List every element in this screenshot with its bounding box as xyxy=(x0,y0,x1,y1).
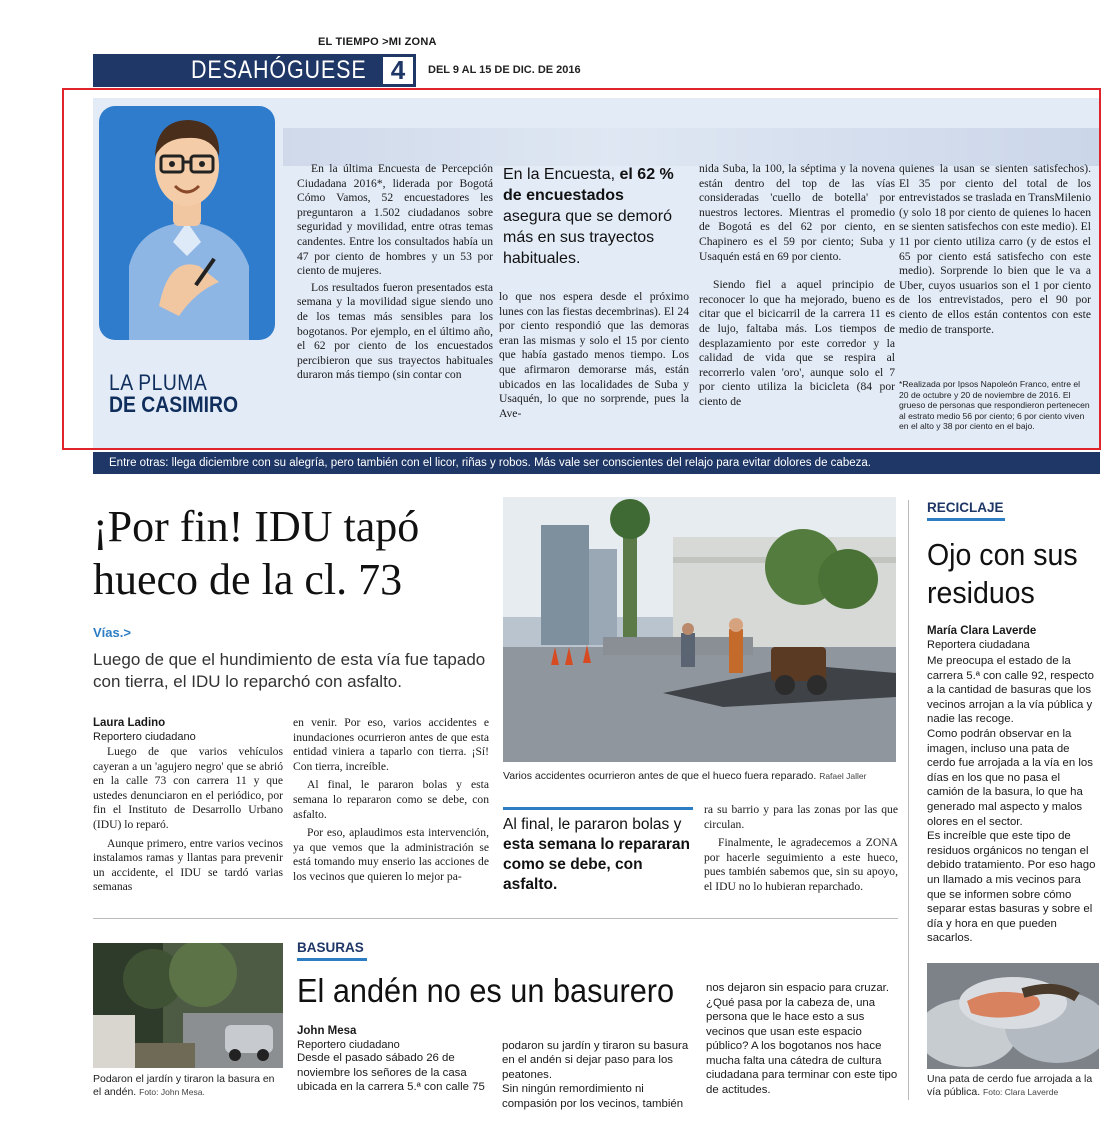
idu-photo xyxy=(503,497,896,762)
column-paragraph: lo que nos espera desde el próximo lunes con las fiestas decembrinas). El 24 por ciento respondió que las demoras eran las mismas y solo el 15 por ciento que había gastado menos tiempo. Los que afirmaron demorarse más, están ubicados en las localidades de Suba y Usaquén, lo que no sorprende, pues la Ave- xyxy=(499,290,689,420)
reciclaje-paragraph: Es increíble que este tipo de residuos orgánicos no tengan el debido tratamiento. Por eso hago un llamado a mis vecinos para que se informen sobre cómo separar estas basuras y sobre el día y hora en que pueden sacarlos. xyxy=(927,830,1096,945)
idu-paragraph: ra su barrio y para las zonas por las que circulan. xyxy=(704,803,898,831)
basuras-paragraph: podaron su jardín y tiraron su basura en el andén si dejar paso para los peatones. Sin ningún remordimiento ni compasión por los vecinos, también xyxy=(502,1039,689,1110)
idu-caption-text: Varios accidentes ocurrieron antes de que el hueco fuera reparado. xyxy=(503,770,817,782)
idu-headline: ¡Por fin! IDU tapó hueco de la cl. 73 xyxy=(93,502,420,604)
basuras-kicker-rule xyxy=(297,958,367,961)
basuras-author: John Mesa xyxy=(297,1025,357,1037)
basuras-headline: El andén no es un basurero xyxy=(297,972,675,1009)
column-title-line1: LA PLUMA xyxy=(109,370,208,395)
idu-paragraph: Finalmente, le agradecemos a ZONA por hacerle seguimiento a este hueco, pues también sabemos que, sin su apoyo, el IDU no lo hubieran reparchado. xyxy=(704,836,898,893)
idu-photo-caption xyxy=(503,770,896,783)
basuras-text-col1 xyxy=(297,1051,489,1109)
reciclaje-kicker-rule xyxy=(927,518,1005,521)
pull-quote-tail: asegura que se demoró más en sus trayectos habituales. xyxy=(503,208,672,267)
idu-pull-quote-bold: esta semana lo repararan como se debe, con asfalto. xyxy=(503,836,690,893)
column-footnote: *Realizada por Ipsos Napoleón Franco, entre el 20 de octubre y 20 de noviembre de 2016. El grueso de personas que respondieron pertenecen al estrato medio 56 por ciento; 6 por ciento viven en el alto y 38 por ciento en el bajo. xyxy=(899,379,1090,432)
column-separator xyxy=(908,500,909,1100)
reciclaje-headline: Ojo con sus residuos xyxy=(927,537,1078,610)
basuras-byline xyxy=(297,1024,487,1052)
story-separator xyxy=(93,918,898,919)
reciclaje-byline xyxy=(927,624,1097,652)
basuras-photo xyxy=(93,943,283,1068)
basuras-author-role: Reportero ciudadano xyxy=(297,1039,400,1051)
basuras-caption-text: Podaron el jardín y tiraron la basura en el andén. xyxy=(93,1073,275,1098)
idu-pull-quote-rule xyxy=(503,807,693,810)
issue-dates: DEL 9 AL 15 DE DIC. DE 2016 xyxy=(428,64,581,76)
basuras-paragraph: nos dejaron sin espacio para cruzar. ¿Qué pasa por la cabeza de, una persona que le hace esto a sus vecinos que usan este espacio público? A los bogotanos nos hace mucha falta una cátedra de cultura ciudadana para terminar con este tipo de actitudes. xyxy=(706,982,898,1096)
column-paragraph: nida Suba, la 100, la séptima y la novena están dentro del top de las vías consideradas 'cuello de botella' por nuestros lectores. Mientras el promedio de Bogotá es del 62 por ciento, en Chapinero es el 59 por ciento; Suba y Usaquén está en 69 por ciento. xyxy=(699,162,895,263)
section-title: DESAHÓGUESE xyxy=(191,56,367,84)
idu-paragraph: Al final, le pararon bolas y esta semana lo repararon como se debe, con asfalto. xyxy=(293,778,489,821)
pull-quote-lead: En la Encuesta, xyxy=(503,166,620,183)
banner-text: Entre otras: llega diciembre con su alegría, pero también con el licor, riñas y robos. Más vale ser conscientes del relajo para evitar dolores de cabeza. xyxy=(109,457,871,469)
reciclaje-author-role: Reportera ciudadana xyxy=(927,639,1030,651)
column-paragraph: Los resultados fueron presentados esta semana y la movilidad sigue siendo uno de los temas más sensibles para los bogotanos. Por ejemplo, en el último año, el 62 por ciento de los encuestados percibieron que sus trayectos habituales duraron más tiempo (sin contar con xyxy=(297,280,493,382)
reciclaje-caption-text: Una pata de cerdo fue arrojada a la vía pública. xyxy=(927,1073,1093,1098)
basuras-text-col2 xyxy=(502,1024,694,1110)
column-paragraph: Siendo fiel a aquel principio de reconocer lo que ha mejorado, bueno es citar que el bicicarril de la carrera 11 es de lujo, faltaba más. Los tiempos de desplazamiento por este corredor y la calidad de vida que se respira al recorrerlo valen 'oro', aunque solo el 7 por ciento utiliza la bicicleta (84 por ciento de xyxy=(699,278,895,408)
basuras-kicker: BASURAS xyxy=(297,940,364,955)
idu-text-col4 xyxy=(704,803,898,905)
idu-kicker: Vías.> xyxy=(93,625,131,640)
reciclaje-paragraph: Como podrán observar en la imagen, incluso una pata de cerdo fue arrojada a la vía en los días en los que no pasa el camión de la basura, lo que ha generado mal aspecto y malos olores en el sector. xyxy=(927,727,1093,828)
idu-pull-quote xyxy=(503,815,697,895)
idu-deck: Luego de que el hundimiento de esta vía fue tapado con tierra, el IDU lo reparchó con asfalto. xyxy=(93,650,486,691)
idu-author-role: Reportero ciudadano xyxy=(93,731,196,743)
reciclaje-photo-caption xyxy=(927,1073,1101,1099)
idu-pull-quote-lead: Al final, le pararon bolas y xyxy=(503,816,682,833)
idu-paragraph: Por eso, aplaudimos esta intervención, ya que vemos que la administración se está tomando muy enserio las acciones de los vecinos que quieren lo mejor pa- xyxy=(293,826,489,883)
reciclaje-photo-credit: Foto: Clara Laverde xyxy=(983,1087,1059,1097)
brand-label: EL TIEMPO >MI ZONA xyxy=(318,36,437,48)
reciclaje-author: María Clara Laverde xyxy=(927,625,1037,637)
reciclaje-kicker: RECICLAJE xyxy=(927,500,1004,515)
idu-byline xyxy=(93,716,283,744)
idu-paragraph: en venir. Por eso, varios accidentes e inundaciones ocurrieron antes de que esta entidad viniera a taparlo con tierra. ¡Sí! Con tierra, increíble. xyxy=(293,716,489,773)
highlight-frame xyxy=(62,88,1101,450)
page-number: 4 xyxy=(380,54,416,87)
reciclaje-text xyxy=(927,654,1099,954)
idu-author: Laura Ladino xyxy=(93,717,166,729)
idu-text-col2 xyxy=(293,716,489,904)
editorial-banner xyxy=(93,452,1100,474)
basuras-paragraph: Desde el pasado sábado 26 de noviembre los señores de la casa ubicada en la carrera 5.ª con calle 75 xyxy=(297,1052,485,1093)
idu-text-col1 xyxy=(93,745,283,905)
basuras-photo-credit: Foto: John Mesa. xyxy=(139,1087,205,1097)
basuras-text-col3 xyxy=(706,981,898,1111)
pull-quote-bold: el 62 % de encuestados xyxy=(503,166,674,204)
column-title-line2: DE CASIMIRO xyxy=(109,392,239,417)
idu-paragraph: Aunque primero, entre varios vecinos instalamos ramas y llantas para prevenir un accidente, el IDU se tardó varias semanas xyxy=(93,836,283,894)
column-paragraph: En la última Encuesta de Percepción Ciudadana 2016*, liderada por Bogotá Cómo Vamos, 52 encuestadores les preguntaron a 1.502 ciudadanos sobre seguridad y movilidad, entre otras temas candentes. Entre los consultados había un 47 por ciento de hombres y un 53 por ciento de mujeres. xyxy=(297,162,493,278)
idu-paragraph: Luego de que varios vehículos cayeran a un 'agujero negro' que se abrió en la calle 73 con carrera 11 y que ustedes denunciaron en el periódico, por fin el Instituto de Desarrollo Urbano (IDU) lo reparó. xyxy=(93,745,283,831)
reciclaje-paragraph: Me preocupa el estado de la carrera 5.ª con calle 92, respecto a la cantidad de basuras que los vecinos arrojan a la vía pública y nadie las recoge. xyxy=(927,655,1094,726)
idu-photo-credit: Rafael Jaller xyxy=(819,771,867,781)
masthead-bar xyxy=(93,54,416,87)
basuras-photo-caption xyxy=(93,1073,285,1099)
reciclaje-photo xyxy=(927,963,1099,1069)
column-paragraph: quienes la usan se sienten satisfechos). El 35 por ciento del total de los entrevistados se traslada en TransMilenio (y solo 18 por ciento de quienes lo hacen se sienten satisfechos con este medio). El 11 por ciento utiliza carro (y de estos el 65 por ciento está satisfecho con este medio). Sorprende lo bien que le va a Uber, cuyos usuarios son el 1 por ciento de los entrevistados, pero el 90 por ciento de ellos están contentos con este medio de transporte. xyxy=(899,162,1091,336)
